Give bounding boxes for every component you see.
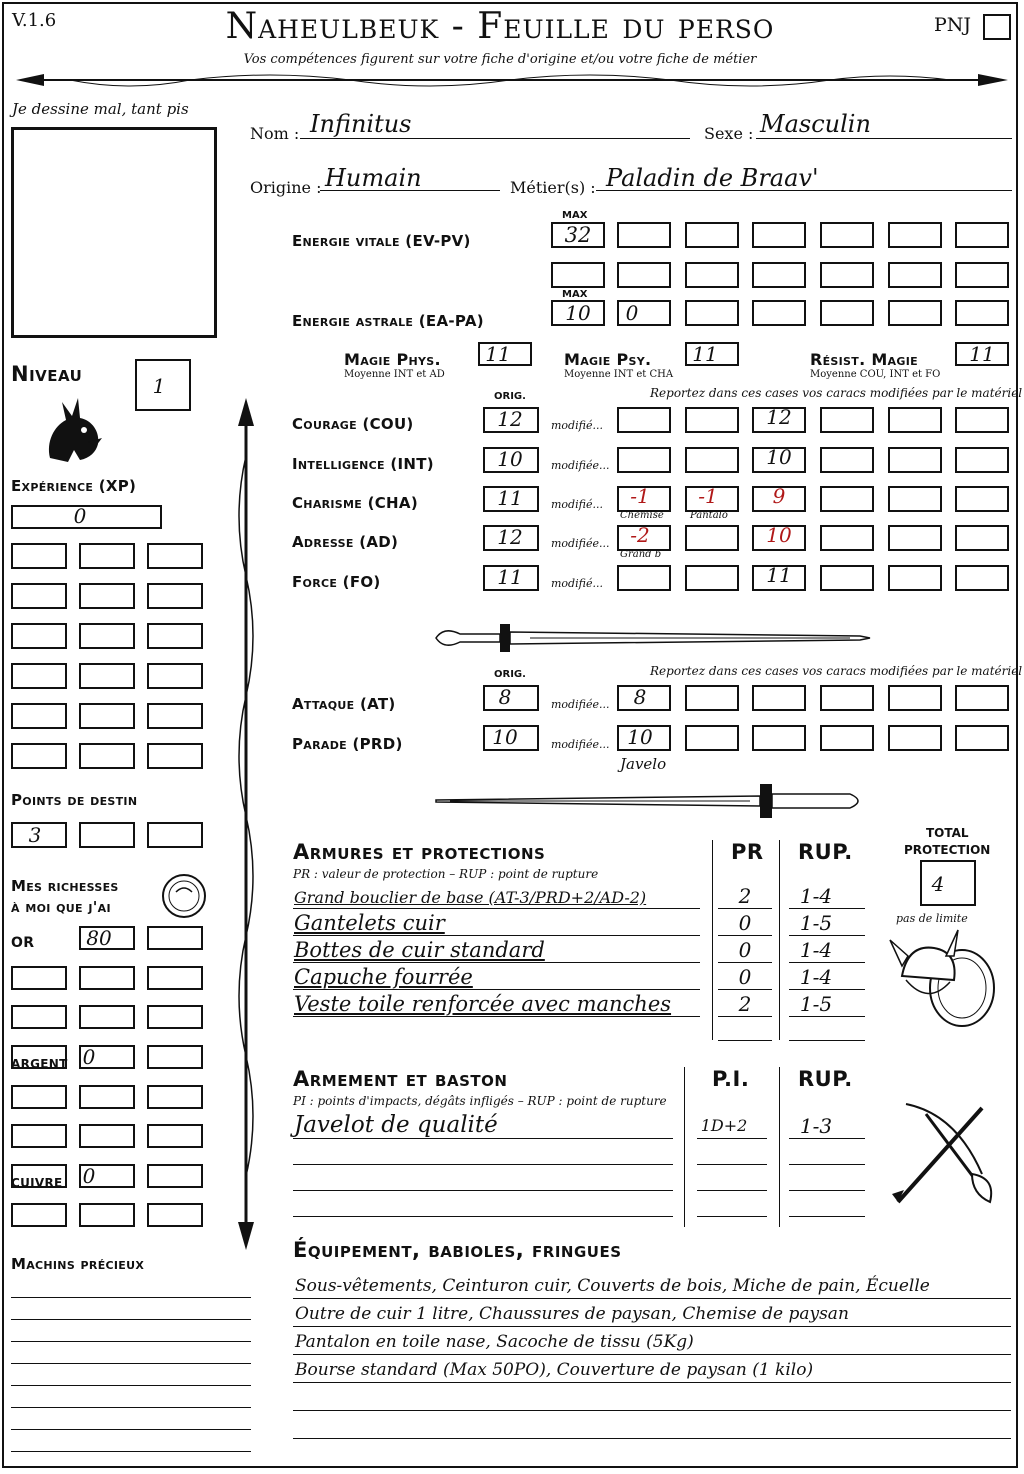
nom-value[interactable]: Infinitus <box>310 110 412 138</box>
armor-pr-line <box>718 962 772 963</box>
carac-ad-mod-box[interactable] <box>820 525 874 551</box>
armor-rup-line <box>789 1016 865 1017</box>
machins-line <box>11 1319 251 1320</box>
total-protection-label-1: TOTAL <box>926 826 969 840</box>
armor-rup-line <box>789 935 865 936</box>
ea-max-label: MAX <box>562 289 588 300</box>
weapon-pi-line <box>697 1138 767 1139</box>
niveau-value: 1 <box>152 374 166 398</box>
xp-box[interactable] <box>11 663 67 689</box>
carac-cha-modifie-label: modifié... <box>551 498 603 511</box>
xp-value: 0 <box>73 504 87 528</box>
ev-box[interactable] <box>955 222 1009 248</box>
richesses-label-1: Mes richesses <box>11 877 119 895</box>
weapon-pi-line <box>697 1216 767 1217</box>
cuivre-label: CUIVRE <box>11 1176 63 1190</box>
xp-box[interactable] <box>11 583 67 609</box>
armor-col-divider-1 <box>712 840 713 1040</box>
machins-label: Machins précieux <box>11 1255 145 1273</box>
or-value: 80 <box>86 926 112 950</box>
total-protection-label-2: PROTECTION <box>904 843 991 857</box>
carac-cha-mod1-value: -1 <box>630 484 650 508</box>
carac-ad-mod-box[interactable] <box>685 525 739 551</box>
xp-box[interactable] <box>11 743 67 769</box>
xp-label: Expérience (XP) <box>11 477 137 495</box>
weapon-rup-line <box>789 1138 865 1139</box>
ev-box[interactable] <box>820 222 874 248</box>
ev-box[interactable] <box>551 262 605 288</box>
combat-prd-modifie-label: modifiée... <box>551 738 610 751</box>
weapon-pi: 1D+2 <box>700 1116 748 1135</box>
equipment-line <box>293 1326 1011 1327</box>
carac-ad-mod-box[interactable] <box>888 525 942 551</box>
carac-int-label: Intelligence (INT) <box>292 455 434 473</box>
combat-prd-mod-box[interactable] <box>752 725 806 751</box>
ev-max-label: MAX <box>562 210 588 221</box>
richesses-label-2: à moi que j'ai <box>11 898 111 916</box>
carac-cha-label: Charisme (CHA) <box>292 494 418 512</box>
xp-box[interactable] <box>79 623 135 649</box>
wealth-box[interactable] <box>11 1203 67 1227</box>
origine-label: Origine : <box>250 178 322 197</box>
xp-box[interactable] <box>11 703 67 729</box>
equipment-line <box>293 1410 1011 1411</box>
argent-label: ARGENT <box>11 1057 68 1071</box>
carac-ad-label: Adresse (AD) <box>292 533 399 551</box>
wealth-box[interactable] <box>11 966 67 990</box>
armor-pr: 2 <box>738 884 752 908</box>
or-box-2[interactable] <box>147 926 203 950</box>
carac-int-mod-box[interactable] <box>617 447 671 473</box>
machins-line <box>11 1429 251 1430</box>
xp-box[interactable] <box>79 703 135 729</box>
total-protection-value: 4 <box>931 872 945 896</box>
nom-label: Nom : <box>250 124 300 143</box>
origine-value[interactable]: Humain <box>325 164 422 192</box>
wealth-box[interactable] <box>147 1085 203 1109</box>
wealth-box[interactable] <box>79 1085 135 1109</box>
armor-pr-line <box>718 908 772 909</box>
coin-icon <box>160 872 208 920</box>
armor-rup-line <box>789 908 865 909</box>
ev-label: Energie vitale (EV-PV) <box>292 232 471 250</box>
ea-max-value: 10 <box>565 301 591 325</box>
carac-cou-final-value: 12 <box>766 405 792 429</box>
ea-label: Energie astrale (EA-PA) <box>292 312 484 330</box>
carac-fo-mod-box[interactable] <box>955 565 1009 591</box>
ea-box[interactable] <box>752 300 806 326</box>
carac-cou-mod-box[interactable] <box>617 407 671 433</box>
sheet-title: Naheulbeuk - Feuille du perso <box>225 6 775 47</box>
weapon-rup: 1-3 <box>799 1114 833 1138</box>
carac-int-mod-box[interactable] <box>888 447 942 473</box>
wealth-box[interactable] <box>79 1203 135 1227</box>
ev-box[interactable] <box>752 262 806 288</box>
machins-line <box>11 1451 251 1452</box>
xp-box[interactable] <box>147 663 203 689</box>
armor-row-line <box>293 935 700 936</box>
ea-box[interactable] <box>955 300 1009 326</box>
nom-line <box>300 138 690 139</box>
magie-psy-label: Magie Psy. <box>564 350 652 369</box>
carac-cou-label: Courage (COU) <box>292 415 414 433</box>
carac-fo-mod-box[interactable] <box>888 565 942 591</box>
wealth-box[interactable] <box>147 1005 203 1029</box>
armor-pr-line <box>718 1016 772 1017</box>
ev-box[interactable] <box>888 222 942 248</box>
carac-cha-mod2-note: Pantalo <box>690 510 728 521</box>
armor-rup: 1-4 <box>799 938 833 962</box>
carac-orig-label: ORIG. <box>494 391 526 402</box>
armor-rup-header: RUP. <box>798 840 853 864</box>
carac-cha-final-value: 9 <box>772 484 786 508</box>
wealth-box[interactable] <box>147 1045 203 1069</box>
sword-divider-2 <box>430 776 876 826</box>
armor-rup-line <box>789 962 865 963</box>
ev-box[interactable] <box>617 262 671 288</box>
armor-title: Armures et protections <box>293 840 546 864</box>
xp-box[interactable] <box>79 743 135 769</box>
carac-fo-orig-value: 11 <box>497 565 523 589</box>
carac-ad-mod1-value: -2 <box>630 523 650 547</box>
combat-at-label: Attaque (AT) <box>292 695 396 713</box>
sexe-label: Sexe : <box>704 124 754 143</box>
ev-box[interactable] <box>752 222 806 248</box>
carac-cha-mod-box[interactable] <box>888 486 942 512</box>
carac-int-orig-value: 10 <box>497 447 523 471</box>
ev-box[interactable] <box>617 222 671 248</box>
resist-magie-value: 11 <box>969 342 995 366</box>
niveau-label: Niveau <box>11 362 83 386</box>
xp-box[interactable] <box>79 663 135 689</box>
carac-int-modifie-label: modifiée... <box>551 459 610 472</box>
weapon-row-line <box>293 1138 673 1139</box>
equipment-line <box>293 1382 1011 1383</box>
pnj-checkbox[interactable] <box>983 14 1011 40</box>
wealth-box[interactable] <box>11 1124 67 1148</box>
combat-at-mod-value: 8 <box>633 685 647 709</box>
metier-label: Métier(s) : <box>510 178 596 197</box>
carac-fo-final-value: 11 <box>766 563 792 587</box>
armor-row-line <box>718 1040 772 1041</box>
magie-phys-note: Moyenne INT et AD <box>344 369 445 380</box>
armor-pr-line <box>718 935 772 936</box>
equipment-title: Équipement, babioles, fringues <box>293 1238 622 1262</box>
carac-cha-orig-value: 11 <box>497 486 523 510</box>
armor-name: Veste toile renforcée avec manches <box>294 992 672 1016</box>
armor-row-line <box>293 1016 700 1017</box>
armor-rup: 1-5 <box>799 911 833 935</box>
metier-line <box>596 190 1012 191</box>
combat-at-mod-box[interactable] <box>685 685 739 711</box>
armor-pr: 0 <box>738 938 752 962</box>
weapons-pi-header: P.I. <box>712 1067 750 1091</box>
wealth-box[interactable] <box>11 1005 67 1029</box>
ev-box[interactable] <box>685 262 739 288</box>
armor-row-line <box>293 962 700 963</box>
xp-box[interactable] <box>147 543 203 569</box>
combat-prd-mod-box[interactable] <box>820 725 874 751</box>
xp-box[interactable] <box>11 623 67 649</box>
equipment-line-text: Pantalon en toile nase, Sacoche de tissu (5Kg) <box>295 1332 694 1352</box>
ev-max-value: 32 <box>564 223 592 247</box>
combat-orig-label: ORIG. <box>494 669 526 680</box>
equipment-line <box>293 1438 1011 1439</box>
combat-report-note: Reportez dans ces cases vos caracs modifiées par le matériel <box>650 664 1023 678</box>
ea-box[interactable] <box>685 300 739 326</box>
armor-rup: 1-4 <box>799 884 833 908</box>
armor-name: Grand bouclier de base (AT-3/PRD+2/AD-2) <box>294 888 647 907</box>
wealth-box[interactable] <box>147 1164 203 1188</box>
equipment-line-text: Sous-vêtements, Ceinturon cuir, Couverts de bois, Miche de pain, Écuelle <box>295 1276 930 1296</box>
pnj-label: PNJ <box>934 14 972 36</box>
header-spear-divider <box>10 66 1014 96</box>
armor-pr: 2 <box>738 992 752 1016</box>
equipment-line-text: Outre de cuir 1 litre, Chaussures de paysan, Chemise de paysan <box>295 1304 849 1324</box>
helmet-shield-icon <box>888 926 1000 1036</box>
armor-pr: 0 <box>738 911 752 935</box>
magie-psy-value: 11 <box>692 342 718 366</box>
weapon-pi-line <box>697 1164 767 1165</box>
armor-name: Capuche fourrée <box>294 965 473 989</box>
weapon-row-line <box>293 1216 673 1217</box>
metier-value[interactable]: Paladin de Braav' <box>606 164 819 192</box>
carac-fo-mod-box[interactable] <box>685 565 739 591</box>
origine-line <box>320 190 500 191</box>
magie-phys-label: Magie Phys. <box>344 350 441 369</box>
armor-row-line <box>293 908 700 909</box>
armor-pr: 0 <box>738 965 752 989</box>
ea-box[interactable] <box>820 300 874 326</box>
carac-ad-orig-value: 12 <box>497 525 523 549</box>
carac-cou-mod-box[interactable] <box>888 407 942 433</box>
destin-label: Points de destin <box>11 791 138 809</box>
magie-phys-value: 11 <box>485 342 511 366</box>
carac-fo-mod-box[interactable] <box>617 565 671 591</box>
xp-box[interactable] <box>147 703 203 729</box>
carac-cha-mod2-value: -1 <box>698 484 718 508</box>
carac-ad-mod-box[interactable] <box>955 525 1009 551</box>
weapons-note: PI : points d'impacts, dégâts infligés – RUP : point de rupture <box>293 1094 667 1108</box>
armor-name: Bottes de cuir standard <box>294 938 545 962</box>
armor-rup: 1-5 <box>799 992 833 1016</box>
armor-name: Gantelets cuir <box>294 911 445 935</box>
equipment-line <box>293 1354 1011 1355</box>
destin-box-2[interactable] <box>79 822 135 848</box>
weapon-rup-line <box>789 1190 865 1191</box>
xp-box[interactable] <box>147 743 203 769</box>
combat-at-orig-value: 8 <box>498 685 512 709</box>
carac-cou-orig-value: 12 <box>497 407 523 431</box>
carac-cha-mod-box[interactable] <box>955 486 1009 512</box>
version-label: V.1.6 <box>12 10 57 31</box>
carac-cou-mod-box[interactable] <box>955 407 1009 433</box>
armor-col-divider-2 <box>779 840 780 1040</box>
carac-ad-mod1-note: Grand b <box>620 549 662 560</box>
sexe-line <box>756 138 1012 139</box>
xp-box[interactable] <box>79 543 135 569</box>
wealth-box[interactable] <box>79 1005 135 1029</box>
xp-box[interactable] <box>147 623 203 649</box>
machins-line <box>11 1341 251 1342</box>
equipment-line <box>293 1298 1011 1299</box>
machins-line <box>11 1407 251 1408</box>
armor-pr-line <box>718 989 772 990</box>
ea-box[interactable] <box>888 300 942 326</box>
argent-value: 0 <box>82 1045 96 1069</box>
resist-magie-note: Moyenne COU, INT et FO <box>810 369 941 380</box>
xp-box[interactable] <box>11 543 67 569</box>
weapons-col-divider-2 <box>779 1067 780 1227</box>
dragon-icon <box>40 392 106 464</box>
weapon-row-line <box>293 1164 673 1165</box>
combat-prd-mod-value: 10 <box>627 725 653 749</box>
ea-current-value: 0 <box>625 301 639 325</box>
armor-pr-header: PR <box>731 840 764 864</box>
ev-box[interactable] <box>888 262 942 288</box>
carac-cou-mod-box[interactable] <box>820 407 874 433</box>
destin-value: 3 <box>28 823 42 847</box>
armor-row-line <box>293 989 700 990</box>
combat-prd-mod-box[interactable] <box>888 725 942 751</box>
armor-rup-line <box>789 989 865 990</box>
combat-at-mod-box[interactable] <box>752 685 806 711</box>
combat-prd-mod-box[interactable] <box>955 725 1009 751</box>
carac-fo-label: Force (FO) <box>292 573 381 591</box>
weapons-rup-header: RUP. <box>798 1067 853 1091</box>
ev-box[interactable] <box>820 262 874 288</box>
combat-at-mod-box[interactable] <box>955 685 1009 711</box>
xp-box[interactable] <box>79 583 135 609</box>
armor-note: PR : valeur de protection – RUP : point de rupture <box>293 867 599 881</box>
machins-line <box>11 1363 251 1364</box>
cuivre-value: 0 <box>82 1164 96 1188</box>
carac-ad-modifie-label: modifiée... <box>551 537 610 550</box>
carac-cha-mod-box[interactable] <box>820 486 874 512</box>
carac-fo-mod-box[interactable] <box>820 565 874 591</box>
xp-box[interactable] <box>147 583 203 609</box>
portrait-caption: Je dessine mal, tant pis <box>12 100 189 118</box>
sexe-value[interactable]: Masculin <box>760 110 871 138</box>
combat-prd-label: Parade (PRD) <box>292 735 403 753</box>
vertical-spear-divider <box>228 396 264 1252</box>
machins-line <box>11 1385 251 1386</box>
combat-prd-mod-box[interactable] <box>685 725 739 751</box>
equipment-line-text: Bourse standard (Max 50PO), Couverture de paysan (1 kilo) <box>295 1360 814 1380</box>
weapon-rup-line <box>789 1164 865 1165</box>
carac-int-final-value: 10 <box>766 445 792 469</box>
weapons-title: Armement et baston <box>293 1067 508 1091</box>
carac-int-mod-box[interactable] <box>955 447 1009 473</box>
machins-line <box>11 1297 251 1298</box>
combat-prd-orig-value: 10 <box>492 725 518 749</box>
wealth-box[interactable] <box>147 1124 203 1148</box>
weapon-rup-line <box>789 1216 865 1217</box>
sheet-subtitle: Vos compétences figurent sur votre fiche d'origine et/ou votre fiche de métier <box>243 52 757 67</box>
wealth-box[interactable] <box>79 966 135 990</box>
resist-magie-label: Résist. Magie <box>810 350 918 369</box>
combat-at-modifie-label: modifiée... <box>551 698 610 711</box>
or-label: OR <box>11 935 35 951</box>
wealth-box[interactable] <box>11 1085 67 1109</box>
carac-int-mod-box[interactable] <box>685 447 739 473</box>
carac-fo-modifie-label: modifié... <box>551 577 603 590</box>
wealth-box[interactable] <box>147 1203 203 1227</box>
carac-ad-final-value: 10 <box>766 523 792 547</box>
combat-at-mod-box[interactable] <box>888 685 942 711</box>
carac-int-mod-box[interactable] <box>820 447 874 473</box>
weapon-pi-line <box>697 1190 767 1191</box>
ev-box[interactable] <box>685 222 739 248</box>
carac-cou-mod-box[interactable] <box>685 407 739 433</box>
wealth-box[interactable] <box>147 966 203 990</box>
armor-rup: 1-4 <box>799 965 833 989</box>
wealth-box[interactable] <box>79 1124 135 1148</box>
weapons-col-divider-1 <box>684 1067 685 1227</box>
carac-report-note: Reportez dans ces cases vos caracs modifiées par le matériel <box>650 386 1023 400</box>
combat-prd-mod-note: Javelo <box>620 755 667 773</box>
equipment-line <box>293 1466 1011 1467</box>
weapon-row-line <box>293 1190 673 1191</box>
destin-box-3[interactable] <box>147 822 203 848</box>
carac-cou-modifie-label: modifié... <box>551 419 603 432</box>
armor-row-line <box>789 1040 865 1041</box>
carac-cha-mod1-note: Chemise <box>620 510 664 521</box>
no-limit-note: pas de limite <box>896 912 968 925</box>
magie-psy-note: Moyenne INT et CHA <box>564 369 674 380</box>
weapons-icon <box>886 1094 1006 1214</box>
weapon-name: Javelot de qualité <box>294 1112 498 1138</box>
sword-divider-1 <box>430 612 876 658</box>
portrait-box[interactable] <box>11 127 217 338</box>
combat-at-mod-box[interactable] <box>820 685 874 711</box>
ev-box[interactable] <box>955 262 1009 288</box>
